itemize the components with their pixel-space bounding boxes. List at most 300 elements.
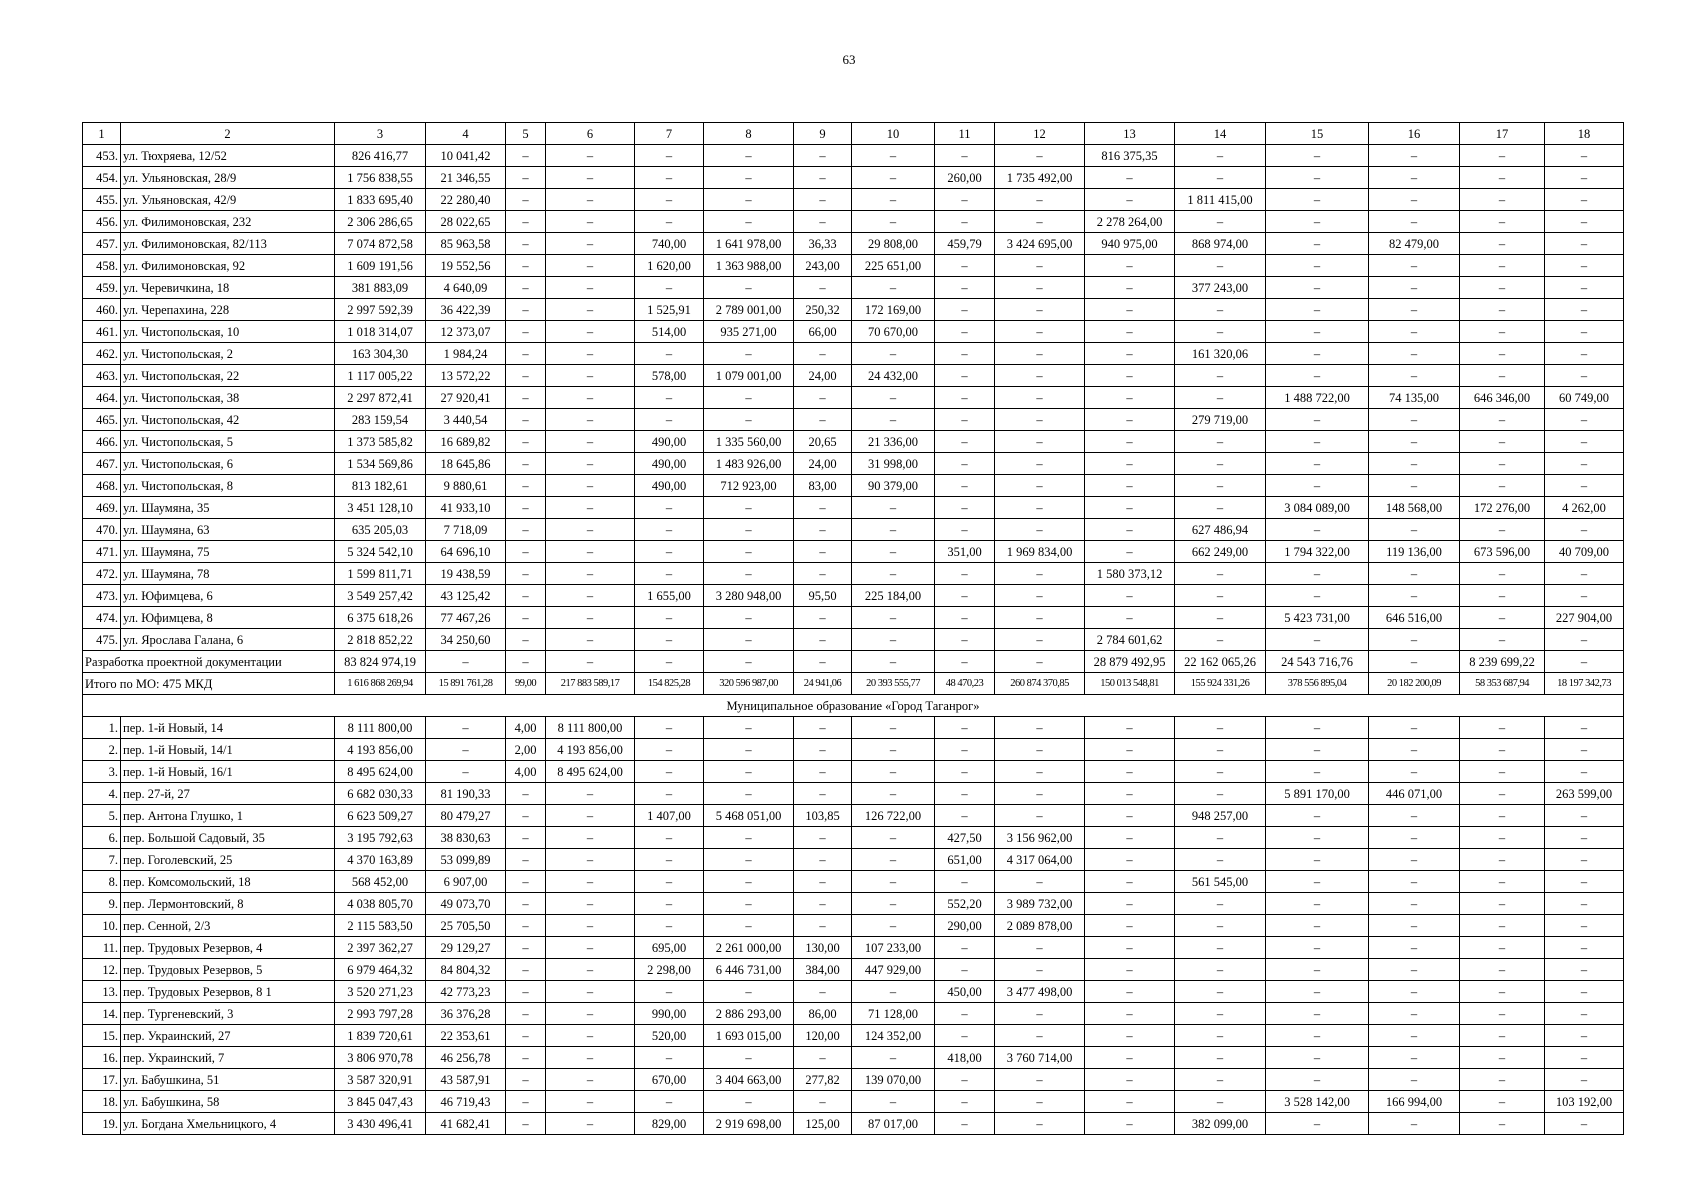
value-cell: – [506,783,546,805]
value-cell: – [1175,893,1266,915]
value-cell: – [852,409,935,431]
value-cell: – [1545,299,1624,321]
value-cell: – [635,651,704,673]
row-number: 17. [83,1069,121,1091]
row-number: 6. [83,827,121,849]
value-cell: – [704,497,794,519]
value-cell: – [794,981,852,1003]
address-cell: ул. Бабушкина, 58 [121,1091,335,1113]
value-cell: 3 549 257,42 [335,585,426,607]
value-cell: – [546,321,635,343]
value-cell: 172 169,00 [852,299,935,321]
value-cell: 940 975,00 [1085,233,1175,255]
value-cell: – [935,387,995,409]
row-number: 461. [83,321,121,343]
value-cell: – [635,387,704,409]
value-cell: – [506,893,546,915]
value-cell: 21 336,00 [852,431,935,453]
value-cell: – [635,783,704,805]
value-cell: 646 346,00 [1460,387,1545,409]
value-cell: – [1266,1113,1369,1135]
value-cell: – [1266,431,1369,453]
table-row [83,167,1624,189]
value-cell: – [1460,145,1545,167]
value-cell: – [794,871,852,893]
row-number: 462. [83,343,121,365]
value-cell: – [1545,981,1624,1003]
value-cell: – [546,783,635,805]
table-row [83,497,1624,519]
value-cell: – [635,343,704,365]
value-cell: – [852,167,935,189]
value-cell: – [1545,871,1624,893]
value-cell: – [1085,981,1175,1003]
value-cell: 86,00 [794,1003,852,1025]
value-cell: 3 587 320,91 [335,1069,426,1091]
value-cell: 29 808,00 [852,233,935,255]
row-number: 464. [83,387,121,409]
table-row [83,255,1624,277]
table-row [83,299,1624,321]
value-cell: 29 129,27 [426,937,506,959]
value-cell: – [794,387,852,409]
total-value-cell: 320 596 987,00 [704,673,794,695]
value-cell: 46 719,43 [426,1091,506,1113]
row-number: 470. [83,519,121,541]
value-cell: – [1369,255,1460,277]
value-cell: – [1545,849,1624,871]
value-cell: 1 756 838,55 [335,167,426,189]
value-cell: 3 084 089,00 [1266,497,1369,519]
value-cell: – [704,717,794,739]
table-row [83,1047,1624,1069]
value-cell: 8 111 800,00 [546,717,635,739]
value-cell: – [546,343,635,365]
value-cell: – [1369,277,1460,299]
value-cell: – [852,717,935,739]
table-row [83,541,1624,563]
value-cell: – [1460,321,1545,343]
value-cell: – [1175,585,1266,607]
value-cell: – [704,607,794,629]
value-cell: – [704,915,794,937]
total-value-cell: 260 874 370,85 [995,673,1085,695]
value-cell: – [1085,475,1175,497]
table-row [83,1025,1624,1047]
value-cell: 84 804,32 [426,959,506,981]
value-cell: – [852,387,935,409]
column-number-header: 6 [546,123,635,145]
value-cell: 418,00 [935,1047,995,1069]
value-cell: – [1175,365,1266,387]
value-cell: 22 280,40 [426,189,506,211]
value-cell: – [1460,563,1545,585]
value-cell: – [935,431,995,453]
value-cell: 225 651,00 [852,255,935,277]
value-cell: 3 806 970,78 [335,1047,426,1069]
value-cell: – [935,739,995,761]
row-number: 1. [83,717,121,739]
value-cell: – [1266,1069,1369,1091]
value-cell: – [1545,431,1624,453]
value-cell: – [546,1091,635,1113]
value-cell: – [546,585,635,607]
value-cell: – [635,739,704,761]
row-number: 16. [83,1047,121,1069]
value-cell: – [1460,1003,1545,1025]
value-cell: – [1369,563,1460,585]
value-cell: – [704,761,794,783]
address-cell: ул. Чистопольская, 22 [121,365,335,387]
value-cell: – [1085,585,1175,607]
value-cell: – [1266,827,1369,849]
value-cell: 6 623 509,27 [335,805,426,827]
value-cell: 16 689,82 [426,431,506,453]
value-cell: – [1369,761,1460,783]
row-number: 8. [83,871,121,893]
row-number: 5. [83,805,121,827]
value-cell: – [506,255,546,277]
value-cell: – [635,497,704,519]
value-cell: – [794,827,852,849]
value-cell: – [794,783,852,805]
value-cell: – [635,871,704,893]
value-cell: 695,00 [635,937,704,959]
value-cell: – [1175,937,1266,959]
value-cell: – [1369,849,1460,871]
row-number: 9. [83,893,121,915]
value-cell: – [1085,827,1175,849]
value-cell: – [995,651,1085,673]
value-cell: – [635,849,704,871]
value-cell: – [635,607,704,629]
value-cell: 19 552,56 [426,255,506,277]
value-cell: – [935,519,995,541]
totals-label: Итого по МО: 475 МКД [83,673,335,695]
value-cell: – [1266,211,1369,233]
value-cell: – [1369,1113,1460,1135]
value-cell: – [852,607,935,629]
value-cell: 1 580 373,12 [1085,563,1175,585]
value-cell: – [1266,871,1369,893]
value-cell: – [852,651,935,673]
value-cell: – [635,277,704,299]
value-cell: – [426,739,506,761]
value-cell: 6 375 618,26 [335,607,426,629]
value-cell: 5 423 731,00 [1266,607,1369,629]
value-cell: – [1460,1025,1545,1047]
value-cell: 227 904,00 [1545,607,1624,629]
value-cell: – [1085,255,1175,277]
row-number: 469. [83,497,121,519]
row-number: 475. [83,629,121,651]
value-cell: 43 587,91 [426,1069,506,1091]
column-number-header: 7 [635,123,704,145]
value-cell: 34 250,60 [426,629,506,651]
value-cell: – [506,431,546,453]
value-cell: – [506,233,546,255]
value-cell: 243,00 [794,255,852,277]
address-cell: пер. Гоголевский, 25 [121,849,335,871]
value-cell: – [1175,1047,1266,1069]
value-cell: – [852,497,935,519]
value-cell: 673 596,00 [1460,541,1545,563]
table-row [83,519,1624,541]
value-cell: 561 545,00 [1175,871,1266,893]
value-cell: – [546,255,635,277]
value-cell: 3 760 714,00 [995,1047,1085,1069]
value-cell: 3 280 948,00 [704,585,794,607]
value-cell: – [546,959,635,981]
table-row [83,915,1624,937]
value-cell: – [506,167,546,189]
value-cell: – [852,145,935,167]
value-cell: – [794,651,852,673]
table-row [83,1003,1624,1025]
value-cell: – [995,937,1085,959]
value-cell: – [1175,255,1266,277]
value-cell: 2 261 000,00 [704,937,794,959]
value-cell: – [506,805,546,827]
value-cell: – [546,233,635,255]
value-cell: – [995,805,1085,827]
value-cell: 935 271,00 [704,321,794,343]
value-cell: 36,33 [794,233,852,255]
value-cell: – [1085,167,1175,189]
value-cell: 5 891 170,00 [1266,783,1369,805]
row-number: 13. [83,981,121,1003]
value-cell: – [794,167,852,189]
value-cell: – [1085,453,1175,475]
value-cell: – [635,717,704,739]
value-cell: – [1460,1069,1545,1091]
address-cell: ул. Юфимцева, 6 [121,585,335,607]
value-cell: – [546,211,635,233]
value-cell: 4 262,00 [1545,497,1624,519]
table-row [83,409,1624,431]
value-cell: – [546,849,635,871]
value-cell: – [704,871,794,893]
value-cell: – [1369,629,1460,651]
value-cell: – [1369,321,1460,343]
value-cell: – [1175,211,1266,233]
value-cell: – [1545,167,1624,189]
value-cell: – [704,189,794,211]
value-cell: – [704,211,794,233]
address-cell: ул. Шаумяна, 78 [121,563,335,585]
value-cell: – [1545,453,1624,475]
value-cell: 13 572,22 [426,365,506,387]
table-row [83,563,1624,585]
value-cell: – [704,981,794,1003]
column-number-header: 3 [335,123,426,145]
value-cell: – [426,717,506,739]
value-cell: – [1085,739,1175,761]
value-cell: – [1266,959,1369,981]
table-row [83,585,1624,607]
value-cell: 627 486,94 [1175,519,1266,541]
row-number: 466. [83,431,121,453]
value-cell: 2 886 293,00 [704,1003,794,1025]
total-value-cell: 48 470,23 [935,673,995,695]
value-cell: 3 424 695,00 [995,233,1085,255]
row-number: 460. [83,299,121,321]
value-cell: – [546,827,635,849]
value-cell: – [995,717,1085,739]
value-cell: 578,00 [635,365,704,387]
value-cell: 2 789 001,00 [704,299,794,321]
value-cell: – [546,607,635,629]
value-cell: 3 520 271,23 [335,981,426,1003]
value-cell: – [1369,959,1460,981]
value-cell: 83,00 [794,475,852,497]
value-cell: – [506,915,546,937]
value-cell: – [935,277,995,299]
value-cell: – [1175,431,1266,453]
value-cell: – [1266,805,1369,827]
value-cell: – [1175,717,1266,739]
value-cell: – [1085,277,1175,299]
value-cell: – [506,299,546,321]
value-cell: – [1460,189,1545,211]
value-cell: – [995,1091,1085,1113]
column-number-header: 5 [506,123,546,145]
value-cell: – [1369,871,1460,893]
value-cell: 85 963,58 [426,233,506,255]
value-cell: – [546,805,635,827]
value-cell: – [1175,453,1266,475]
value-cell: – [704,409,794,431]
value-cell: 19 438,59 [426,563,506,585]
value-cell: 70 670,00 [852,321,935,343]
value-cell: 139 070,00 [852,1069,935,1091]
value-cell: – [1266,761,1369,783]
value-cell: 148 568,00 [1369,497,1460,519]
value-cell: 384,00 [794,959,852,981]
value-cell: – [1085,915,1175,937]
value-cell: – [635,629,704,651]
address-cell: ул. Черепахина, 228 [121,299,335,321]
value-cell: 80 479,27 [426,805,506,827]
row-number: 10. [83,915,121,937]
value-cell: – [1266,739,1369,761]
value-cell: 126 722,00 [852,805,935,827]
value-cell: – [1460,739,1545,761]
value-cell: – [1175,761,1266,783]
value-cell: – [546,497,635,519]
value-cell: – [1545,365,1624,387]
table-row [83,717,1624,739]
value-cell: 2 297 872,41 [335,387,426,409]
value-cell: 8 111 800,00 [335,717,426,739]
value-cell: – [704,629,794,651]
value-cell: – [1460,849,1545,871]
value-cell: – [1266,365,1369,387]
value-cell: – [1085,805,1175,827]
row-number: 456. [83,211,121,233]
value-cell: – [1369,189,1460,211]
value-cell: – [794,1091,852,1113]
value-cell: 4 370 163,89 [335,849,426,871]
value-cell: 7 718,09 [426,519,506,541]
value-cell: 5 468 051,00 [704,805,794,827]
value-cell: – [506,1003,546,1025]
value-cell: 74 135,00 [1369,387,1460,409]
value-cell: 3 440,54 [426,409,506,431]
value-cell: – [935,1025,995,1047]
address-cell: ул. Тюхряева, 12/52 [121,145,335,167]
value-cell: – [1369,981,1460,1003]
value-cell: 2,00 [506,739,546,761]
value-cell: 103 192,00 [1545,1091,1624,1113]
address-cell: ул. Ульяновская, 28/9 [121,167,335,189]
row-number: 474. [83,607,121,629]
column-number-header: 13 [1085,123,1175,145]
column-number-header: 8 [704,123,794,145]
row-number: 455. [83,189,121,211]
value-cell: – [1460,959,1545,981]
value-cell: – [506,629,546,651]
value-cell: – [546,629,635,651]
value-cell: – [852,189,935,211]
table-row [83,387,1624,409]
value-cell: – [1460,453,1545,475]
column-number-header: 4 [426,123,506,145]
value-cell: – [1085,299,1175,321]
value-cell: – [1545,805,1624,827]
value-cell: 125,00 [794,1113,852,1135]
table-row [83,1091,1624,1113]
row-number: 454. [83,167,121,189]
column-number-header: 18 [1545,123,1624,145]
value-cell: – [1369,409,1460,431]
value-cell: – [995,145,1085,167]
value-cell: – [1545,1047,1624,1069]
value-cell: 740,00 [635,233,704,255]
value-cell: – [1460,827,1545,849]
value-cell: – [1369,937,1460,959]
value-cell: 427,50 [935,827,995,849]
totals-row [83,673,1624,695]
value-cell: – [852,893,935,915]
value-cell: 1 969 834,00 [995,541,1085,563]
value-cell: – [1545,211,1624,233]
value-cell: – [995,1069,1085,1091]
address-cell: ул. Чистопольская, 42 [121,409,335,431]
value-cell: 82 479,00 [1369,233,1460,255]
value-cell: – [506,387,546,409]
row-number: 472. [83,563,121,585]
address-cell: пер. Антона Глушко, 1 [121,805,335,827]
value-cell: 41 682,41 [426,1113,506,1135]
value-cell: – [995,189,1085,211]
value-cell: – [1460,871,1545,893]
table-row [83,453,1624,475]
value-cell: 24 543 716,76 [1266,651,1369,673]
value-cell: – [1369,167,1460,189]
value-cell: – [1545,739,1624,761]
value-cell: – [935,299,995,321]
value-cell: – [995,453,1085,475]
row-number: 19. [83,1113,121,1135]
address-cell: ул. Шаумяна, 63 [121,519,335,541]
value-cell: 8 239 699,22 [1460,651,1545,673]
value-cell: – [546,145,635,167]
value-cell: – [635,981,704,1003]
value-cell: 1 483 926,00 [704,453,794,475]
value-cell: 49 073,70 [426,893,506,915]
value-cell: – [935,651,995,673]
